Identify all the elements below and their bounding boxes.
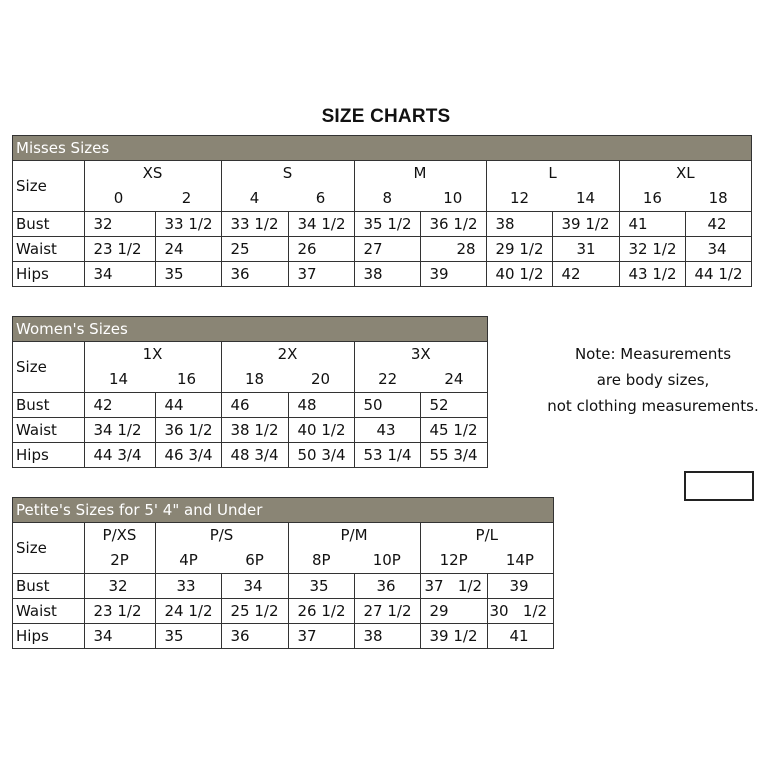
hips-value: 48 3/4	[221, 443, 288, 468]
hips-row	[13, 262, 751, 287]
row-label: Bust	[13, 574, 84, 599]
size-group-m	[354, 161, 486, 212]
bust-value: 46	[221, 393, 288, 418]
size-group-name: 1X	[142, 345, 163, 363]
waist-value: 29	[420, 599, 487, 624]
size-group-name: 3X	[410, 345, 431, 363]
row-label: Hips	[13, 443, 84, 468]
petite-header: Petite's Sizes for 5' 4" and Under	[13, 498, 553, 523]
waist-value: 25	[221, 237, 288, 262]
size-number: 16	[642, 189, 662, 207]
hips-value: 40 1/2	[486, 262, 552, 287]
page-title: SIZE CHARTS	[321, 106, 451, 127]
row-label: Hips	[13, 262, 84, 287]
womens-size-chart	[12, 316, 488, 468]
hips-value: 44 3/4	[84, 443, 155, 468]
size-number: 20	[310, 370, 331, 388]
waist-row	[13, 237, 751, 262]
hips-value: 46 3/4	[155, 443, 221, 468]
size-number: 2P	[110, 551, 129, 569]
size-number: 14	[575, 189, 596, 207]
size-group-2x	[221, 342, 354, 393]
bust-value: 33	[155, 574, 221, 599]
size-header-row	[13, 161, 751, 212]
bust-value: 39	[487, 574, 553, 599]
waist-value: 34	[685, 237, 751, 262]
size-header-row	[13, 342, 487, 393]
hips-value: 34	[84, 624, 155, 649]
size-group-name: L	[548, 164, 557, 182]
hips-value: 55 3/4	[420, 443, 487, 468]
hips-value: 42	[552, 262, 619, 287]
size-number: 12P	[439, 551, 468, 569]
waist-value: 23 1/2	[84, 237, 155, 262]
note-line: not clothing measurements.	[547, 397, 759, 415]
bust-value: 35 1/2	[354, 212, 420, 237]
bust-value: 42	[685, 212, 751, 237]
size-header-row	[13, 523, 553, 574]
misses-size-chart	[12, 135, 752, 287]
size-group-xs	[84, 161, 221, 212]
hips-row	[13, 624, 553, 649]
size-group-s	[221, 161, 354, 212]
waist-value: 24 1/2	[155, 599, 221, 624]
bust-value: 34	[221, 574, 288, 599]
size-group-name: XS	[142, 164, 163, 182]
bust-value: 36	[354, 574, 420, 599]
bust-value: 32	[84, 574, 155, 599]
size-number: 4	[249, 189, 260, 207]
hips-value: 35	[155, 624, 221, 649]
waist-value: 32 1/2	[619, 237, 685, 262]
size-number: 10P	[372, 551, 401, 569]
row-label: Waist	[13, 599, 84, 624]
waist-value: 28	[420, 237, 486, 262]
misses-table	[13, 161, 751, 286]
size-number: 0	[113, 189, 124, 207]
bust-row	[13, 212, 751, 237]
waist-row	[13, 418, 487, 443]
size-number: 24	[444, 370, 464, 388]
bust-value: 44	[155, 393, 221, 418]
note-line: Note: Measurements	[574, 345, 732, 363]
waist-value: 24	[155, 237, 221, 262]
womens-table	[13, 342, 487, 467]
bust-value: 41	[619, 212, 685, 237]
hips-value: 50 3/4	[288, 443, 354, 468]
size-number: 12	[509, 189, 530, 207]
bust-value: 34 1/2	[288, 212, 354, 237]
womens-header: Women's Sizes	[13, 317, 487, 342]
bust-value: 50	[354, 393, 420, 418]
waist-value: 23 1/2	[84, 599, 155, 624]
waist-value: 43	[354, 418, 420, 443]
hips-value: 34	[84, 262, 155, 287]
size-number: 18	[244, 370, 265, 388]
bust-value: 35	[288, 574, 354, 599]
bust-value: 37 1/2	[420, 574, 487, 599]
petite-size-chart	[12, 497, 554, 649]
hips-value: 35	[155, 262, 221, 287]
size-group-name: P/M	[340, 526, 368, 544]
bust-row	[13, 574, 553, 599]
hips-value: 38	[354, 624, 420, 649]
size-group-xl	[619, 161, 751, 212]
size-number: 16	[176, 370, 197, 388]
row-label: Bust	[13, 212, 84, 237]
hips-value: 36	[221, 624, 288, 649]
size-label: Size	[13, 342, 84, 393]
size-group-3x	[354, 342, 487, 393]
hips-row	[13, 443, 487, 468]
waist-value: 30 1/2	[487, 599, 553, 624]
waist-value: 36 1/2	[155, 418, 221, 443]
bust-value: 33 1/2	[221, 212, 288, 237]
bust-value: 48	[288, 393, 354, 418]
size-group-pl	[420, 523, 553, 574]
waist-value: 26 1/2	[288, 599, 354, 624]
measurement-note	[528, 341, 768, 419]
row-label: Hips	[13, 624, 84, 649]
hips-value: 37	[288, 262, 354, 287]
row-label: Waist	[13, 418, 84, 443]
hips-value: 53 1/4	[354, 443, 420, 468]
size-group-ps	[155, 523, 288, 574]
size-group-l	[486, 161, 619, 212]
size-number: 14	[108, 370, 129, 388]
size-group-name: P/S	[209, 526, 234, 544]
size-number: 8P	[311, 551, 331, 569]
size-group-pm	[288, 523, 420, 574]
hips-value: 41	[487, 624, 553, 649]
row-label: Waist	[13, 237, 84, 262]
size-number: 2	[181, 189, 192, 207]
empty-box	[684, 471, 754, 501]
waist-value: 34 1/2	[84, 418, 155, 443]
waist-value: 31	[552, 237, 619, 262]
bust-value: 33 1/2	[155, 212, 221, 237]
hips-value: 44 1/2	[685, 262, 751, 287]
size-group-name: M	[413, 164, 427, 182]
size-group-name: XL	[675, 164, 695, 182]
row-label: Bust	[13, 393, 84, 418]
waist-value: 26	[288, 237, 354, 262]
misses-header: Misses Sizes	[13, 136, 751, 161]
size-number: 8	[382, 189, 393, 207]
size-group-name: S	[282, 164, 293, 182]
size-label: Size	[13, 523, 84, 574]
waist-value: 40 1/2	[288, 418, 354, 443]
size-number: 10	[443, 189, 463, 207]
size-number: 14P	[505, 551, 534, 569]
size-number: 6	[315, 189, 326, 207]
note-line: are body sizes,	[596, 371, 710, 389]
hips-value: 36	[221, 262, 288, 287]
size-label: Size	[13, 161, 84, 212]
size-number: 6P	[245, 551, 264, 569]
bust-value: 32	[84, 212, 155, 237]
waist-value: 45 1/2	[420, 418, 487, 443]
waist-value: 38 1/2	[221, 418, 288, 443]
size-group-name: P/L	[475, 526, 498, 544]
hips-value: 39 1/2	[420, 624, 487, 649]
size-group-name: 2X	[277, 345, 298, 363]
waist-value: 27	[354, 237, 420, 262]
waist-value: 25 1/2	[221, 599, 288, 624]
bust-row	[13, 393, 487, 418]
hips-value: 43 1/2	[619, 262, 685, 287]
waist-value: 29 1/2	[486, 237, 552, 262]
bust-value: 38	[486, 212, 552, 237]
bust-value: 42	[84, 393, 155, 418]
size-number: 22	[378, 370, 398, 388]
size-group-1x	[84, 342, 221, 393]
bust-value: 52	[420, 393, 487, 418]
size-group-name: P/XS	[102, 526, 137, 544]
bust-value: 36 1/2	[420, 212, 486, 237]
petite-table	[13, 523, 553, 648]
size-group-pxs	[84, 523, 155, 574]
hips-value: 38	[354, 262, 420, 287]
hips-value: 37	[288, 624, 354, 649]
hips-value: 39	[420, 262, 486, 287]
waist-row	[13, 599, 553, 624]
waist-value: 27 1/2	[354, 599, 420, 624]
size-number: 18	[708, 189, 728, 207]
bust-value: 39 1/2	[552, 212, 619, 237]
size-number: 4P	[179, 551, 198, 569]
